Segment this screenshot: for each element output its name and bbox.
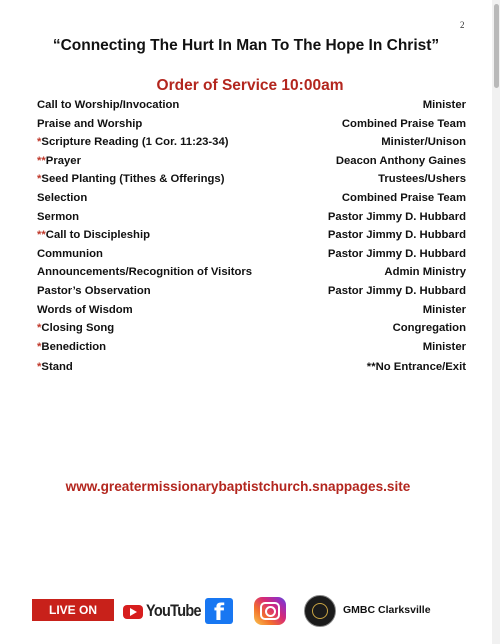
service-item-leader: Minister/Unison (381, 136, 466, 149)
facebook-icon[interactable]: f (205, 598, 233, 624)
service-item (37, 282, 466, 301)
service-item (37, 358, 466, 377)
service-item-leader: Pastor Jimmy D. Hubbard (327, 229, 466, 242)
service-item (37, 170, 466, 189)
youtube-icon[interactable] (123, 597, 201, 625)
asterisk-mark: ** (37, 154, 46, 167)
service-item (37, 96, 466, 115)
theme-heading: “Connecting The Hurt In Man To The Hope In Christ” (52, 37, 440, 54)
service-item-leader: Deacon Anthony Gaines (335, 154, 466, 167)
scrollbar-thumb[interactable] (494, 4, 499, 88)
service-item-label: Announcements/Recognition of Visitors (37, 266, 253, 279)
service-item-label: Stand (41, 361, 73, 374)
service-item (37, 245, 466, 264)
service-item-label: Closing Song (41, 322, 115, 335)
service-item (37, 263, 466, 282)
service-item-label: Words of Wisdom (37, 303, 133, 316)
play-icon (123, 605, 143, 619)
footer-social-bar (0, 594, 492, 628)
asterisk-mark: ** (37, 229, 46, 242)
service-item-leader: Minister (422, 340, 466, 353)
asterisk-mark: * (37, 173, 42, 186)
vertical-scrollbar[interactable] (492, 0, 500, 644)
service-item (37, 189, 466, 208)
service-item (37, 338, 466, 357)
asterisk-mark: * (37, 136, 42, 149)
website-link[interactable]: www.greatermissionarybaptistchurch.snappages.site (65, 479, 411, 494)
service-item-leader: Minister (422, 303, 466, 316)
order-of-service-list (37, 96, 466, 377)
service-item (37, 133, 466, 152)
service-item-label: Praise and Worship (37, 117, 143, 130)
service-item-label: Scripture Reading (1 Cor. 11:23-34) (41, 136, 229, 149)
service-item-leader: Admin Ministry (384, 266, 466, 279)
service-item (37, 152, 466, 171)
service-item (37, 301, 466, 320)
service-item-label: Call to Discipleship (45, 229, 151, 242)
service-item-leader: Combined Praise Team (341, 117, 466, 130)
service-item-label: Call to Worship/Invocation (37, 99, 180, 111)
page-number: 2 (460, 20, 465, 30)
youtube-wordmark: YouTube (146, 601, 201, 620)
service-item (37, 115, 466, 134)
camera-icon (260, 602, 280, 620)
service-item-leader: Congregation (392, 322, 466, 335)
service-item-label: Benediction (41, 340, 107, 353)
asterisk-mark: * (37, 361, 42, 374)
church-name-label: GMBC Clarksville (343, 604, 431, 616)
order-of-service-title: Order of Service 10:00am (156, 77, 344, 94)
asterisk-mark: * (37, 340, 42, 353)
asterisk-mark: * (37, 322, 42, 335)
service-item (37, 226, 466, 245)
service-item-leader: Pastor Jimmy D. Hubbard (327, 247, 466, 260)
service-item-leader: Combined Praise Team (341, 191, 466, 204)
service-item (37, 208, 466, 227)
service-item-leader: Pastor Jimmy D. Hubbard (327, 284, 466, 297)
service-item-label: Selection (37, 191, 88, 204)
service-item-leader: Minister (422, 99, 466, 111)
church-seal-icon (304, 595, 336, 627)
service-item-leader: **No Entrance/Exit (366, 361, 466, 374)
live-on-badge: LIVE ON (32, 599, 114, 621)
service-item-label: Pastor’s Observation (37, 284, 151, 297)
service-item-leader: Pastor Jimmy D. Hubbard (327, 210, 466, 223)
service-item-label: Prayer (45, 154, 81, 167)
service-item-label: Seed Planting (Tithes & Offerings) (41, 173, 225, 186)
service-item (37, 319, 466, 338)
instagram-icon[interactable] (254, 597, 286, 625)
service-item-label: Communion (37, 247, 103, 260)
service-item-leader: Trustees/Ushers (378, 173, 466, 186)
service-item-label: Sermon (37, 210, 80, 223)
